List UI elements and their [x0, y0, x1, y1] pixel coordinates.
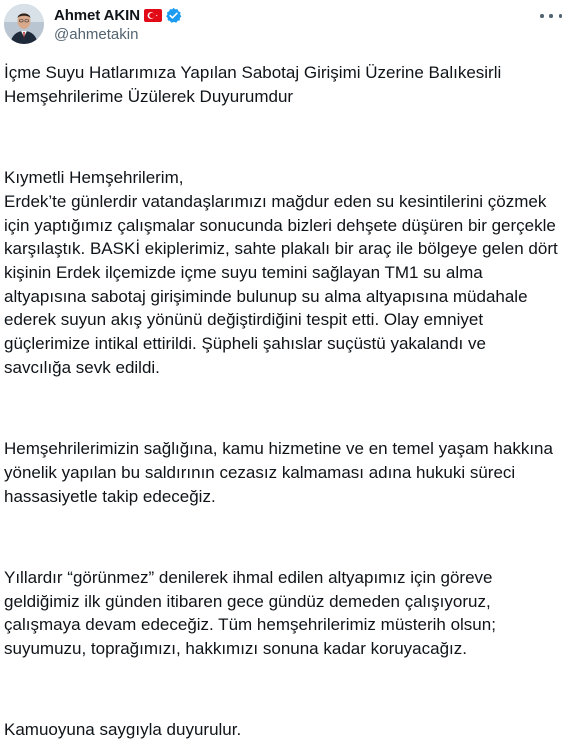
paragraph-gap: [4, 678, 572, 702]
avatar-portrait-icon: [4, 4, 44, 44]
tweet-text-line: karşılaştık. BASKİ ekiplerimiz, sahte plakalı bir araç ile bölgeye gelen dört: [4, 239, 558, 259]
tweet-text-line: savcılığa sevk edildi.: [4, 357, 160, 377]
paragraph-gap: [4, 525, 572, 549]
paragraph-gap: [4, 125, 572, 149]
name-row: [54, 5, 182, 25]
paragraph-gap: [4, 396, 572, 420]
author-display-name[interactable]: Ahmet AKIN: [54, 6, 140, 24]
tweet-text-line: için yaptığımız çalışmalar sonucunda bizleri dehşete düşüren bir gerçekle: [4, 215, 556, 235]
tweet-text-line: suyumuzu, toprağımızı, hakkımızı sonuna kadar koruyacağız.: [4, 639, 467, 659]
tweet-text-line: İçme Suyu Hatlarımıza Yapılan Sabotaj Girişimi Üzerine Balıkesirli: [4, 63, 502, 82]
author-handle[interactable]: @ahmetakin: [54, 26, 139, 43]
dot: [540, 14, 544, 18]
verified-badge-icon[interactable]: [165, 7, 182, 24]
tweet-text-line: Kamuoyuna saygıyla duyurulur.: [4, 720, 242, 740]
tweet-header: [4, 4, 580, 50]
tweet-text-line: Erdek’te günlerdir vatandaşlarımızı mağdur eden su kesintilerini çözmek: [4, 191, 547, 211]
avatar[interactable]: [4, 4, 44, 44]
tweet-text-line: güçlerimize intikal ettirildi. Şüpheli şahıslar suçüstü yakalandı ve: [4, 334, 486, 354]
tweet-text-line: Hemşehrilerime Üzülerek Duyurumdur: [4, 86, 294, 106]
tweet-text-line: çalışmaya devam edeceğiz. Tüm hemşehrilerimiz müsterih olsun;: [4, 615, 496, 635]
tweet-text-line: altyapısına sabotaj girişiminde bulunup su alma altyapısına müdahale: [4, 286, 528, 306]
more-options-icon[interactable]: [540, 10, 562, 22]
tweet-text-line: kişinin Erdek ilçemizde içme suyu temini sağlayan TM1 su alma: [4, 262, 483, 282]
turkey-flag-icon: [144, 9, 162, 22]
tweet-text-line: Kıymetli Hemşehrilerim,: [4, 168, 184, 188]
tweet-text-line: ederek suyun akış yönünü değiştirdiğini tespit etti. Olay emniyet: [4, 310, 484, 330]
dot: [559, 14, 563, 18]
tweet-text-line: Hemşehrilerimizin sağlığına, kamu hizmetine ve en temel yaşam hakkına: [4, 439, 553, 459]
tweet-text-line: Yıllardır “görünmez” denilerek ihmal edilen altyapımız için göreve: [4, 567, 493, 587]
dot: [549, 14, 553, 18]
tweet-text-line: hassasiyetle takip edeceğiz.: [4, 486, 216, 506]
tweet-text: [4, 61, 572, 742]
tweet-text-line: yönelik yapılan bu saldırının cezasız kalmaması adına hukuki süreci: [4, 462, 516, 482]
tweet-text-line: geldiğimiz ilk günden itibaren gece gündüz demeden çalışıyoruz,: [4, 591, 491, 611]
author-names: [54, 5, 182, 43]
